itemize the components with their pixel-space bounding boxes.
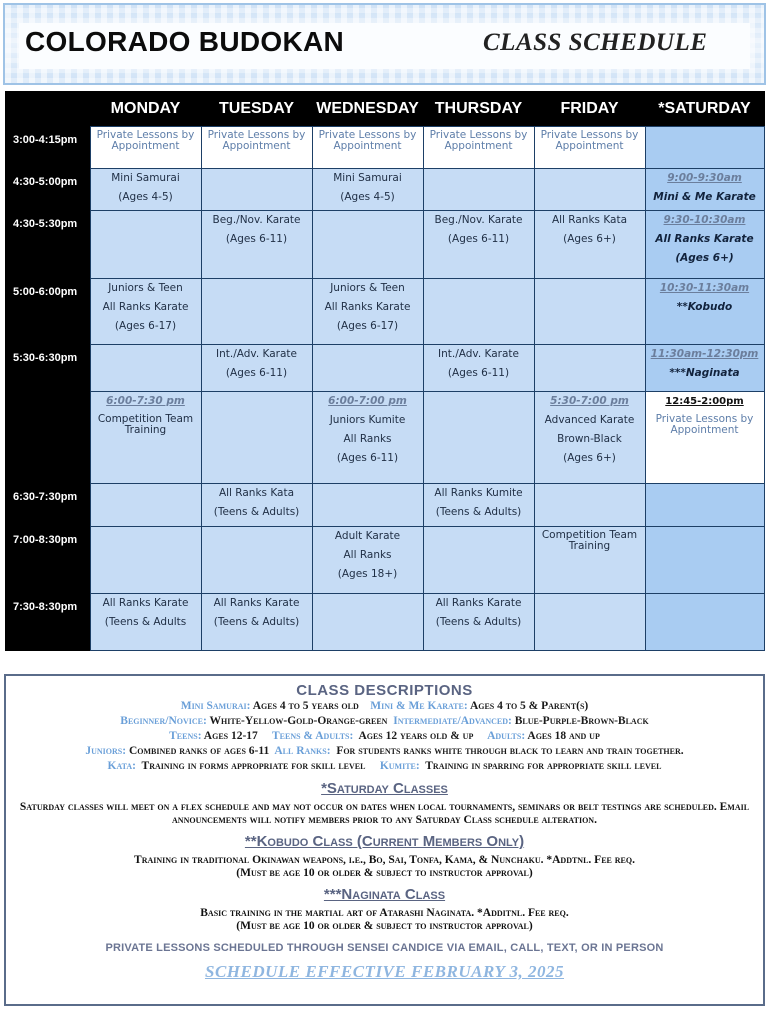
class-cell [645, 127, 764, 169]
class-cell-text: All Ranks [343, 549, 392, 561]
time-slot-label [5, 484, 90, 527]
class-cell-text: Appointment [333, 140, 402, 152]
class-cell [645, 169, 764, 211]
day-header-wednesday: WEDNESDAY [312, 91, 423, 127]
description-term: Teens: [169, 730, 202, 742]
corner-cell [5, 91, 90, 127]
description-definition: Ages 4 to 5 & Parent(s) [467, 700, 589, 712]
class-cell [90, 345, 201, 392]
class-cell-text: Private Lessons by [540, 129, 639, 141]
schedule-row [5, 127, 764, 169]
description-line [6, 744, 763, 759]
schedule-row [5, 392, 764, 484]
class-cell [645, 392, 764, 484]
class-cell-text: Beg./Nov. Karate [212, 214, 301, 226]
class-cell-text: Appointment [444, 140, 513, 152]
class-cell [423, 169, 534, 211]
class-cell-text: **Kobudo [676, 301, 733, 313]
class-cell-text: Int./Adv. Karate [216, 348, 297, 360]
description-term: Kumite: [379, 760, 420, 772]
class-cell-text: All Ranks Kata [551, 214, 628, 226]
class-cell [534, 127, 645, 169]
class-cell-text: All Ranks Karate [435, 597, 522, 609]
class-cell-text: Juniors & Teen [108, 282, 183, 294]
description-line [6, 759, 763, 774]
class-cell-text: Competition Team [97, 413, 194, 425]
class-cell [645, 527, 764, 594]
time-slot-text [13, 392, 90, 399]
class-cell [312, 169, 423, 211]
class-cell [201, 169, 312, 211]
description-term: Intermediate/Advanced: [393, 715, 512, 727]
class-cell-text: Juniors Kumite [329, 414, 406, 426]
class-cell [90, 527, 201, 594]
class-cell [201, 392, 312, 484]
time-slot-text: 7:00-8:30pm [13, 533, 78, 546]
saturday-text: Saturday classes will meet on a flex schedule and may not occur on dates when local tournaments, seminars or belt testings are scheduled. Email announcements will notify members prior to any Saturday Class schedule alteration. [19, 801, 750, 826]
class-cell [423, 127, 534, 169]
class-cell-text: (Ages 6-11) [447, 233, 510, 245]
class-cell-text: Appointment [555, 140, 624, 152]
day-header-row [5, 91, 764, 127]
saturday-heading: *Saturday Classes [321, 780, 448, 797]
kobudo-text: Training in traditional Okinawan weapons, i.e., Bo, Sai, Tonfa, Kama, & Nunchaku. *Addtnl. Fee req. [134, 854, 635, 866]
class-schedule-table [5, 91, 765, 651]
time-slot-label [5, 279, 90, 345]
class-cell-text: Advanced Karate [544, 414, 635, 426]
class-cell-text: (Ages 6-11) [447, 367, 510, 379]
class-cell [90, 279, 201, 345]
description-term: Beginner/Novice: [120, 715, 207, 727]
class-cell [423, 527, 534, 594]
schedule-title: CLASS SCHEDULE [483, 29, 708, 56]
class-time: 10:30-11:30am [659, 282, 750, 294]
description-term: All Ranks: [274, 745, 331, 757]
descriptions-title: CLASS DESCRIPTIONS [296, 682, 473, 699]
class-cell-text: Mini & Me Karate [653, 191, 756, 203]
class-cell [312, 594, 423, 651]
class-cell [534, 527, 645, 594]
class-cell [312, 392, 423, 484]
class-cell [201, 211, 312, 279]
time-slot-label [5, 345, 90, 392]
class-cell [201, 527, 312, 594]
class-time: 5:30-7:00 pm [550, 395, 629, 407]
class-cell [90, 392, 201, 484]
class-cell [423, 484, 534, 527]
class-cell [645, 484, 764, 527]
class-time: 9:30-10:30am [663, 214, 746, 226]
class-cell-text: (Ages 6-11) [225, 367, 288, 379]
time-slot-text: 5:30-6:30pm [13, 351, 78, 364]
class-cell-text: (Ages 6+) [675, 252, 734, 264]
class-cell-text: ***Naginata [669, 367, 740, 379]
class-cell [645, 211, 764, 279]
schedule-row [5, 345, 764, 392]
description-term: Adults: [487, 730, 526, 742]
class-cell [423, 594, 534, 651]
time-slot-text: 7:30-8:30pm [13, 600, 78, 613]
class-cell-text: All Ranks [343, 433, 392, 445]
description-line [6, 714, 763, 729]
class-cell-text: Training [568, 540, 611, 552]
kobudo-heading: **Kobudo Class (Current Members Only) [244, 833, 525, 850]
time-slot-label [5, 392, 90, 484]
description-definition: For students ranks white through black to learn and train together. [330, 745, 684, 757]
schedule-row [5, 594, 764, 651]
description-definition: Ages 12 years old & up [353, 730, 488, 742]
class-cell-text: Appointment [670, 424, 739, 436]
class-cell [312, 484, 423, 527]
class-cell-text: (Teens & Adults) [213, 506, 300, 518]
time-slot-label [5, 594, 90, 651]
class-cell-text: (Teens & Adults) [213, 616, 300, 628]
class-cell-text: (Ages 6-11) [336, 452, 399, 464]
class-cell-text: Training [124, 424, 167, 436]
class-cell [534, 392, 645, 484]
naginata-note: (Must be age 10 or older & subject to instructor approval) [236, 920, 533, 932]
class-cell [201, 484, 312, 527]
class-cell-text: (Ages 6-11) [225, 233, 288, 245]
class-cell-text: (Ages 6+) [563, 233, 616, 245]
class-cell-text: Private Lessons by [207, 129, 306, 141]
time-slot-label [5, 527, 90, 594]
class-cell-text: (Teens & Adults [104, 616, 187, 628]
class-cell [90, 594, 201, 651]
time-slot-text: 3:00-4:15pm [13, 133, 78, 146]
class-cell [534, 594, 645, 651]
class-cell [312, 127, 423, 169]
class-cell [534, 211, 645, 279]
class-cell [312, 527, 423, 594]
class-time: 6:00-7:30 pm [106, 395, 185, 407]
kobudo-note: (Must be age 10 or older & subject to instructor approval) [236, 867, 533, 879]
class-cell-text: (Ages 6+) [563, 452, 616, 464]
description-line [6, 699, 763, 714]
class-cell-text: Mini Samurai [333, 172, 402, 184]
class-cell [312, 211, 423, 279]
class-cell [534, 169, 645, 211]
class-descriptions-box [4, 674, 765, 1006]
schedule-row [5, 279, 764, 345]
schedule-row [5, 169, 764, 211]
schedule-row [5, 484, 764, 527]
day-header-thursday: THURSDAY [423, 91, 534, 127]
class-cell-text: All Ranks Kumite [434, 487, 523, 499]
private-lessons-note: PRIVATE LESSONS SCHEDULED THROUGH SENSEI CANDICE VIA EMAIL, CALL, TEXT, OR IN PERSON [105, 942, 664, 954]
class-cell [312, 279, 423, 345]
descriptions-list [6, 699, 763, 774]
school-name: COLORADO BUDOKAN [25, 26, 345, 57]
class-time: 9:00-9:30am [667, 172, 742, 184]
class-cell [90, 169, 201, 211]
class-cell-text: Private Lessons by [96, 129, 195, 141]
description-definition: Training in sparring for appropriate skill level [419, 760, 662, 772]
description-term: Kata: [107, 760, 136, 772]
description-line [6, 729, 763, 744]
time-slot-label [5, 127, 90, 169]
description-definition: Ages 12-17 [201, 730, 272, 742]
class-cell-text: Private Lessons by [655, 413, 754, 425]
class-cell [201, 127, 312, 169]
class-cell [534, 345, 645, 392]
description-definition: White-Yellow-Gold-Orange-green [206, 715, 394, 727]
class-cell-text: Juniors & Teen [330, 282, 405, 294]
day-header-friday: FRIDAY [534, 91, 645, 127]
class-cell-text: All Ranks Karate [102, 301, 189, 313]
class-cell [201, 594, 312, 651]
class-cell-text: Competition Team [541, 529, 638, 541]
time-slot-text: 4:30-5:30pm [13, 217, 78, 230]
class-cell [90, 127, 201, 169]
class-cell [201, 345, 312, 392]
class-cell-text: Mini Samurai [111, 172, 180, 184]
description-term: Teens & Adults: [271, 730, 354, 742]
class-cell-text: All Ranks Karate [655, 233, 754, 245]
class-cell-text: (Teens & Adults) [435, 506, 522, 518]
description-definition: Ages 18 and up [525, 730, 600, 742]
time-slot-text: 4:30-5:00pm [13, 175, 78, 188]
class-cell-text: Private Lessons by [429, 129, 528, 141]
description-definition: Training in forms appropriate for skill level [136, 760, 380, 772]
class-cell-text: All Ranks Karate [324, 301, 411, 313]
class-cell [90, 211, 201, 279]
class-cell [423, 279, 534, 345]
effective-date: SCHEDULE EFFECTIVE FEBRUARY 3, 2025 [204, 962, 564, 981]
class-cell [645, 279, 764, 345]
class-cell [201, 279, 312, 345]
time-slot-text: 5:00-6:00pm [13, 285, 78, 298]
class-cell-text: All Ranks Karate [102, 597, 189, 609]
class-cell-text: (Ages 6-17) [114, 320, 177, 332]
description-definition: Combined ranks of ages 6-11 [126, 745, 275, 757]
class-cell-text: Int./Adv. Karate [438, 348, 519, 360]
class-cell [534, 279, 645, 345]
class-cell-text: (Ages 6-17) [336, 320, 399, 332]
class-cell-text: Adult Karate [334, 530, 401, 542]
description-definition: Ages 4 to 5 years old [250, 700, 371, 712]
schedule-row [5, 527, 764, 594]
class-cell-text: Brown-Black [557, 433, 622, 445]
class-cell [423, 211, 534, 279]
day-header-tuesday: TUESDAY [201, 91, 312, 127]
class-cell [90, 484, 201, 527]
naginata-text: Basic training in the martial art of Atarashi Naginata. *Additnl. Fee req. [200, 907, 569, 919]
class-cell-text: Appointment [111, 140, 180, 152]
class-cell-text: Private Lessons by [318, 129, 417, 141]
class-cell-text: Appointment [222, 140, 291, 152]
class-time: 11:30am-12:30pm [650, 348, 759, 360]
day-header-monday: MONDAY [90, 91, 201, 127]
time-slot-label [5, 169, 90, 211]
naginata-heading: ***Naginata Class [323, 886, 446, 903]
class-cell-text: (Ages 4-5) [340, 191, 395, 203]
class-cell [423, 392, 534, 484]
class-cell-text: Beg./Nov. Karate [434, 214, 523, 226]
class-cell-text: (Ages 4-5) [118, 191, 173, 203]
class-cell-text: All Ranks Kata [218, 487, 295, 499]
class-cell-text: (Ages 18+) [337, 568, 398, 580]
description-term: Juniors: [85, 745, 127, 757]
class-cell [312, 345, 423, 392]
description-term: Mini & Me Karate: [370, 700, 468, 712]
class-time: 6:00-7:00 pm [328, 395, 407, 407]
class-cell-text: All Ranks Karate [213, 597, 300, 609]
time-slot-text: 6:30-7:30pm [13, 490, 78, 503]
schedule-row [5, 211, 764, 279]
header-banner [3, 3, 766, 85]
description-term: Mini Samurai: [180, 700, 251, 712]
class-time: 12:45-2:00pm [665, 396, 744, 407]
class-cell-text: (Teens & Adults) [435, 616, 522, 628]
time-slot-label [5, 211, 90, 279]
class-cell [423, 345, 534, 392]
class-cell [645, 594, 764, 651]
day-header-saturday: *SATURDAY [645, 91, 764, 127]
class-cell [645, 345, 764, 392]
class-cell [534, 484, 645, 527]
description-definition: Blue-Purple-Brown-Black [511, 715, 649, 727]
